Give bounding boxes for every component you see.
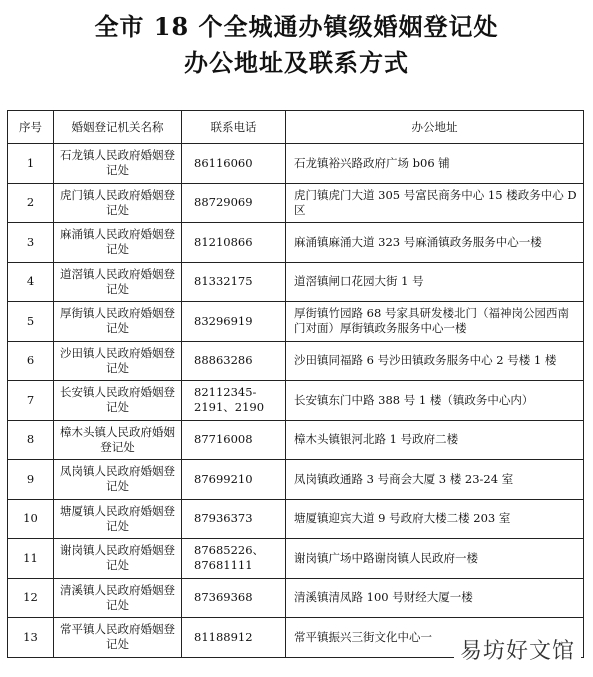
row-address: 樟木头镇银河北路 1 号政府二楼 bbox=[286, 420, 584, 460]
row-address: 清溪镇清凤路 100 号财经大厦一楼 bbox=[286, 578, 584, 618]
row-number: 1 bbox=[8, 144, 54, 184]
row-office-name: 清溪镇人民政府婚姻登记处 bbox=[54, 578, 182, 618]
row-address: 长安镇东门中路 388 号 1 楼（镇政务中心内） bbox=[286, 381, 584, 421]
row-number: 9 bbox=[8, 460, 54, 500]
row-phone: 87936373 bbox=[182, 499, 286, 539]
row-office-name: 沙田镇人民政府婚姻登记处 bbox=[54, 341, 182, 381]
table-row bbox=[8, 302, 584, 342]
row-phone: 81332175 bbox=[182, 262, 286, 302]
header-tel: 联系电话 bbox=[182, 111, 286, 144]
row-phone: 87369368 bbox=[182, 578, 286, 618]
row-office-name: 厚街镇人民政府婚姻登记处 bbox=[54, 302, 182, 342]
watermark: 易坊好文馆 bbox=[454, 634, 581, 665]
row-address: 石龙镇裕兴路政府广场 b06 铺 bbox=[286, 144, 584, 184]
row-office-name: 凤岗镇人民政府婚姻登记处 bbox=[54, 460, 182, 500]
table-header-row bbox=[8, 111, 584, 144]
table-row bbox=[8, 262, 584, 302]
table-row bbox=[8, 183, 584, 223]
row-office-name: 虎门镇人民政府婚姻登记处 bbox=[54, 183, 182, 223]
row-phone: 87699210 bbox=[182, 460, 286, 500]
row-address: 谢岗镇广场中路谢岗镇人民政府一楼 bbox=[286, 539, 584, 579]
row-phone: 81188912 bbox=[182, 618, 286, 658]
row-office-name: 石龙镇人民政府婚姻登记处 bbox=[54, 144, 182, 184]
row-phone: 87716008 bbox=[182, 420, 286, 460]
row-office-name: 长安镇人民政府婚姻登记处 bbox=[54, 381, 182, 421]
row-phone: 88729069 bbox=[182, 183, 286, 223]
row-number: 7 bbox=[8, 381, 54, 421]
row-number: 10 bbox=[8, 499, 54, 539]
row-number: 11 bbox=[8, 539, 54, 579]
page-subtitle: 办公地址及联系方式 bbox=[184, 48, 409, 77]
header-addr: 办公地址 bbox=[286, 111, 584, 144]
row-number: 12 bbox=[8, 578, 54, 618]
table-row bbox=[8, 381, 584, 421]
table-row bbox=[8, 499, 584, 539]
row-address: 麻涌镇麻涌大道 323 号麻涌镇政务服务中心一楼 bbox=[286, 223, 584, 263]
row-address: 道滘镇闸口花园大街 1 号 bbox=[286, 262, 584, 302]
row-number: 2 bbox=[8, 183, 54, 223]
row-phone: 88863286 bbox=[182, 341, 286, 381]
header-no: 序号 bbox=[8, 111, 54, 144]
row-phone: 83296919 bbox=[182, 302, 286, 342]
row-number: 13 bbox=[8, 618, 54, 658]
table-row bbox=[8, 460, 584, 500]
page-title: 全市 18 个全城通办镇级婚姻登记处 bbox=[94, 12, 499, 41]
header-name: 婚姻登记机关名称 bbox=[54, 111, 182, 144]
row-phone: 81210866 bbox=[182, 223, 286, 263]
row-address: 凤岗镇政通路 3 号商会大厦 3 楼 23-24 室 bbox=[286, 460, 584, 500]
table-row bbox=[8, 420, 584, 460]
row-phone: 86116060 bbox=[182, 144, 286, 184]
table-row bbox=[8, 578, 584, 618]
row-address: 常平镇振兴三街文化中心一 bbox=[286, 618, 584, 658]
row-office-name: 塘厦镇人民政府婚姻登记处 bbox=[54, 499, 182, 539]
row-address: 厚街镇竹园路 68 号家具研发楼北门（福神岗公园西南门对面）厚街镇政务服务中心一楼 bbox=[286, 302, 584, 342]
table-row bbox=[8, 223, 584, 263]
row-office-name: 樟木头镇人民政府婚姻登记处 bbox=[54, 420, 182, 460]
table-row bbox=[8, 341, 584, 381]
row-office-name: 道滘镇人民政府婚姻登记处 bbox=[54, 262, 182, 302]
row-phone: 82112345-2191、2190 bbox=[182, 381, 286, 421]
row-address: 沙田镇同福路 6 号沙田镇政务服务中心 2 号楼 1 楼 bbox=[286, 341, 584, 381]
row-address: 塘厦镇迎宾大道 9 号政府大楼二楼 203 室 bbox=[286, 499, 584, 539]
row-number: 4 bbox=[8, 262, 54, 302]
row-address: 虎门镇虎门大道 305 号富民商务中心 15 楼政务中心 D 区 bbox=[286, 183, 584, 223]
row-office-name: 麻涌镇人民政府婚姻登记处 bbox=[54, 223, 182, 263]
registry-table bbox=[7, 110, 584, 658]
row-number: 3 bbox=[8, 223, 54, 263]
row-office-name: 谢岗镇人民政府婚姻登记处 bbox=[54, 539, 182, 579]
table-row bbox=[8, 539, 584, 579]
row-phone: 87685226、87681111 bbox=[182, 539, 286, 579]
table-row bbox=[8, 144, 584, 184]
row-number: 6 bbox=[8, 341, 54, 381]
row-number: 5 bbox=[8, 302, 54, 342]
row-number: 8 bbox=[8, 420, 54, 460]
row-office-name: 常平镇人民政府婚姻登记处 bbox=[54, 618, 182, 658]
table-body bbox=[8, 144, 584, 658]
